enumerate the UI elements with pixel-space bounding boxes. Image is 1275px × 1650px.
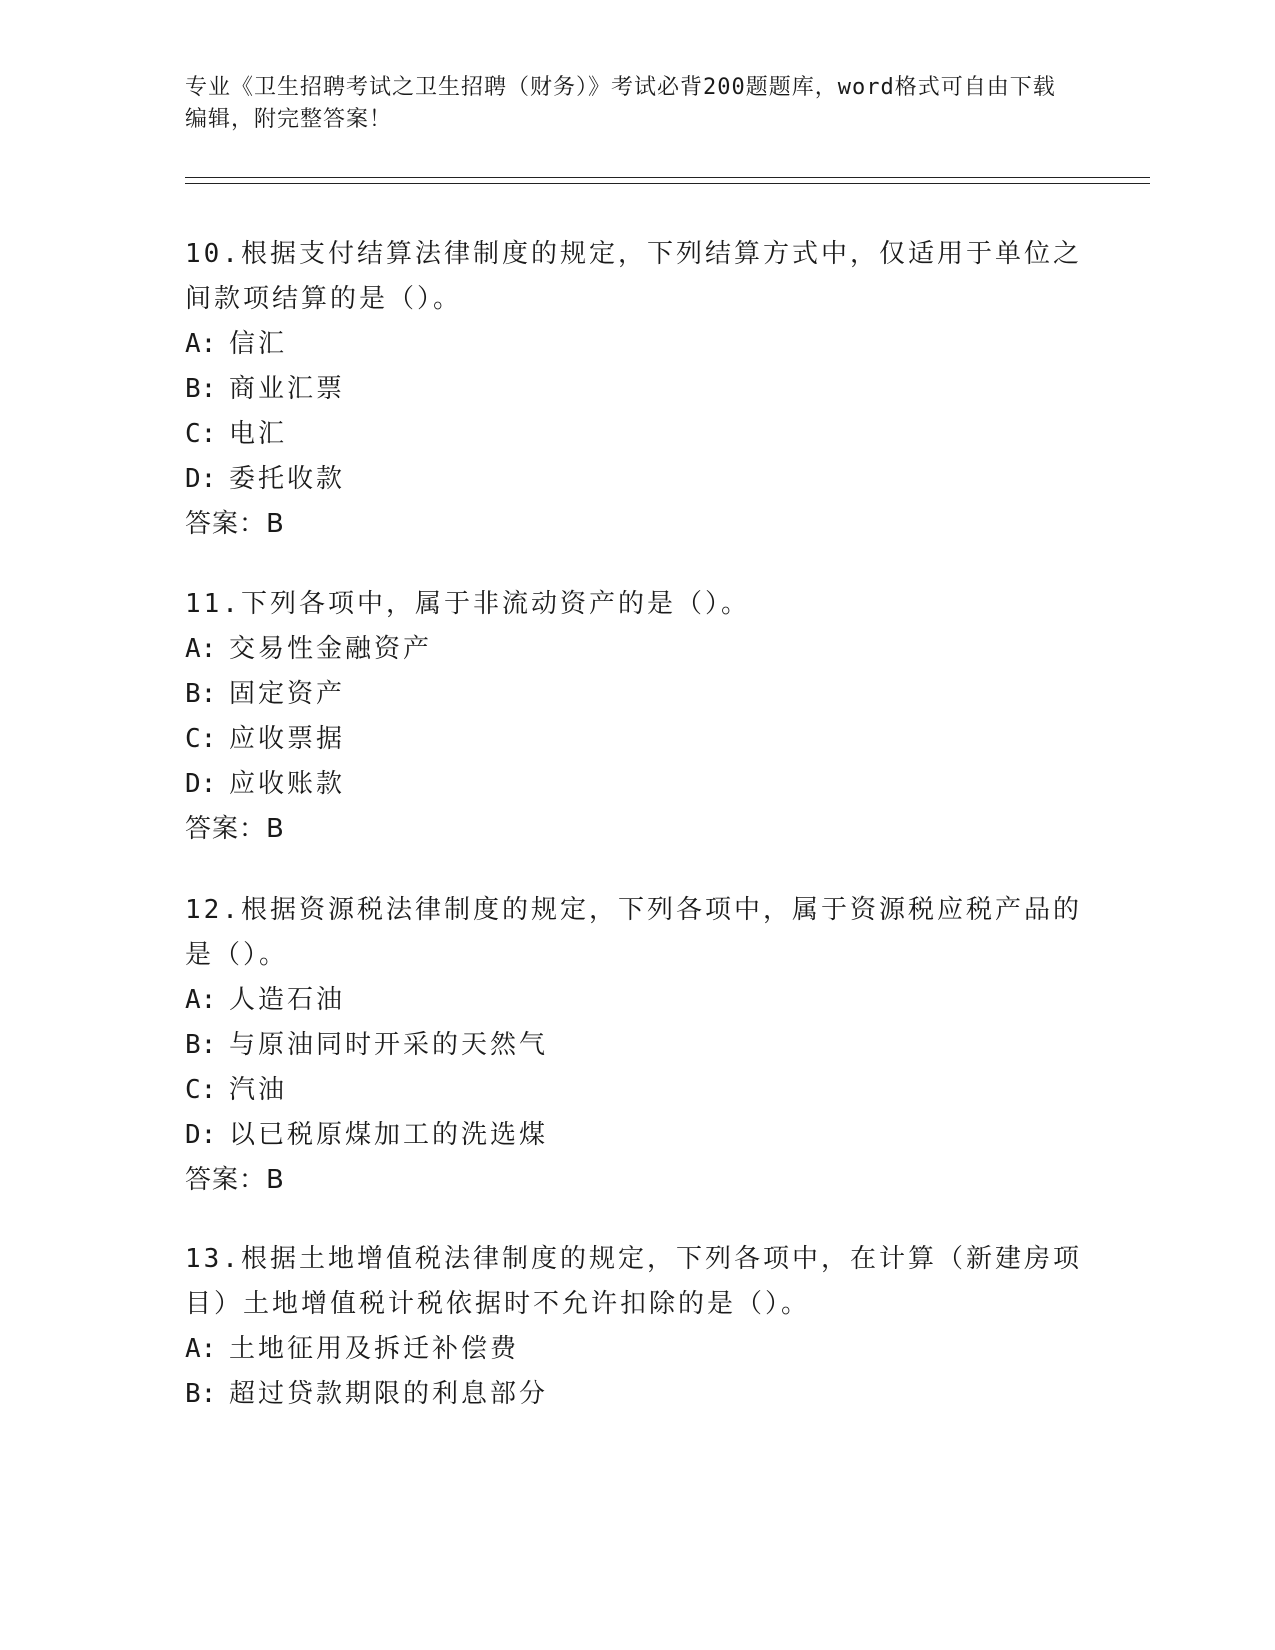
option-d — [185, 1113, 1085, 1158]
question-stem: 10.根据支付结算法律制度的规定，下列结算方式中，仅适用于单位之间款项结算的是（）。 — [185, 239, 1082, 314]
option-letter: A: — [185, 329, 217, 359]
option-text: 固定资产 — [229, 679, 346, 709]
answer: 答案：B — [185, 814, 285, 844]
answer: 答案：B — [185, 1165, 285, 1195]
option-a — [185, 978, 1085, 1023]
option-c — [185, 717, 1085, 762]
option-b — [185, 367, 1085, 412]
option-text: 应收票据 — [229, 724, 346, 754]
option-b — [185, 1023, 1085, 1068]
option-letter: B: — [185, 1030, 217, 1060]
option-c — [185, 1068, 1085, 1113]
option-text: 电汇 — [229, 419, 288, 449]
question-11 — [185, 582, 1085, 852]
option-text: 应收账款 — [229, 769, 346, 799]
option-letter: D: — [185, 464, 217, 494]
answer: 答案：B — [185, 509, 285, 539]
question-10 — [185, 232, 1085, 547]
option-b — [185, 672, 1085, 717]
question-13 — [185, 1237, 1085, 1417]
option-text: 商业汇票 — [229, 374, 346, 404]
option-letter: C: — [185, 419, 217, 449]
option-text: 土地征用及拆迁补偿费 — [229, 1334, 520, 1364]
option-b — [185, 1372, 1085, 1417]
option-text: 与原油同时开采的天然气 — [229, 1030, 549, 1060]
option-a — [185, 322, 1085, 367]
option-letter: B: — [185, 374, 217, 404]
option-d — [185, 762, 1085, 807]
option-letter: B: — [185, 1379, 217, 1409]
question-stem: 12.根据资源税法律制度的规定，下列各项中，属于资源税应税产品的是（）。 — [185, 895, 1082, 970]
option-c — [185, 412, 1085, 457]
question-stem: 13.根据土地增值税法律制度的规定，下列各项中，在计算（新建房项目）土地增值税计税依据时不允许扣除的是（）。 — [185, 1244, 1082, 1319]
document-header: 专业《卫生招聘考试之卫生招聘（财务）》考试必背200题题库，word格式可自由下载编辑，附完整答案！ — [185, 75, 1056, 132]
option-text: 信汇 — [229, 329, 288, 359]
option-text: 以已税原煤加工的洗选煤 — [229, 1120, 549, 1150]
option-text: 人造石油 — [229, 985, 346, 1015]
option-letter: D: — [185, 1120, 217, 1150]
option-text: 委托收款 — [229, 464, 346, 494]
option-a — [185, 627, 1085, 672]
option-letter: C: — [185, 1075, 217, 1105]
option-text: 交易性金融资产 — [229, 634, 433, 664]
option-letter: A: — [185, 985, 217, 1015]
option-letter: A: — [185, 1334, 217, 1364]
option-d — [185, 457, 1085, 502]
header-divider-bottom — [185, 183, 1150, 184]
option-letter: A: — [185, 634, 217, 664]
option-letter: C: — [185, 724, 217, 754]
option-text: 超过贷款期限的利息部分 — [229, 1379, 549, 1409]
option-letter: D: — [185, 769, 217, 799]
option-letter: B: — [185, 679, 217, 709]
option-a — [185, 1327, 1085, 1372]
option-text: 汽油 — [229, 1075, 288, 1105]
header-divider-top — [185, 177, 1150, 178]
question-12 — [185, 888, 1085, 1203]
question-stem: 11.下列各项中，属于非流动资产的是（）。 — [185, 589, 750, 619]
